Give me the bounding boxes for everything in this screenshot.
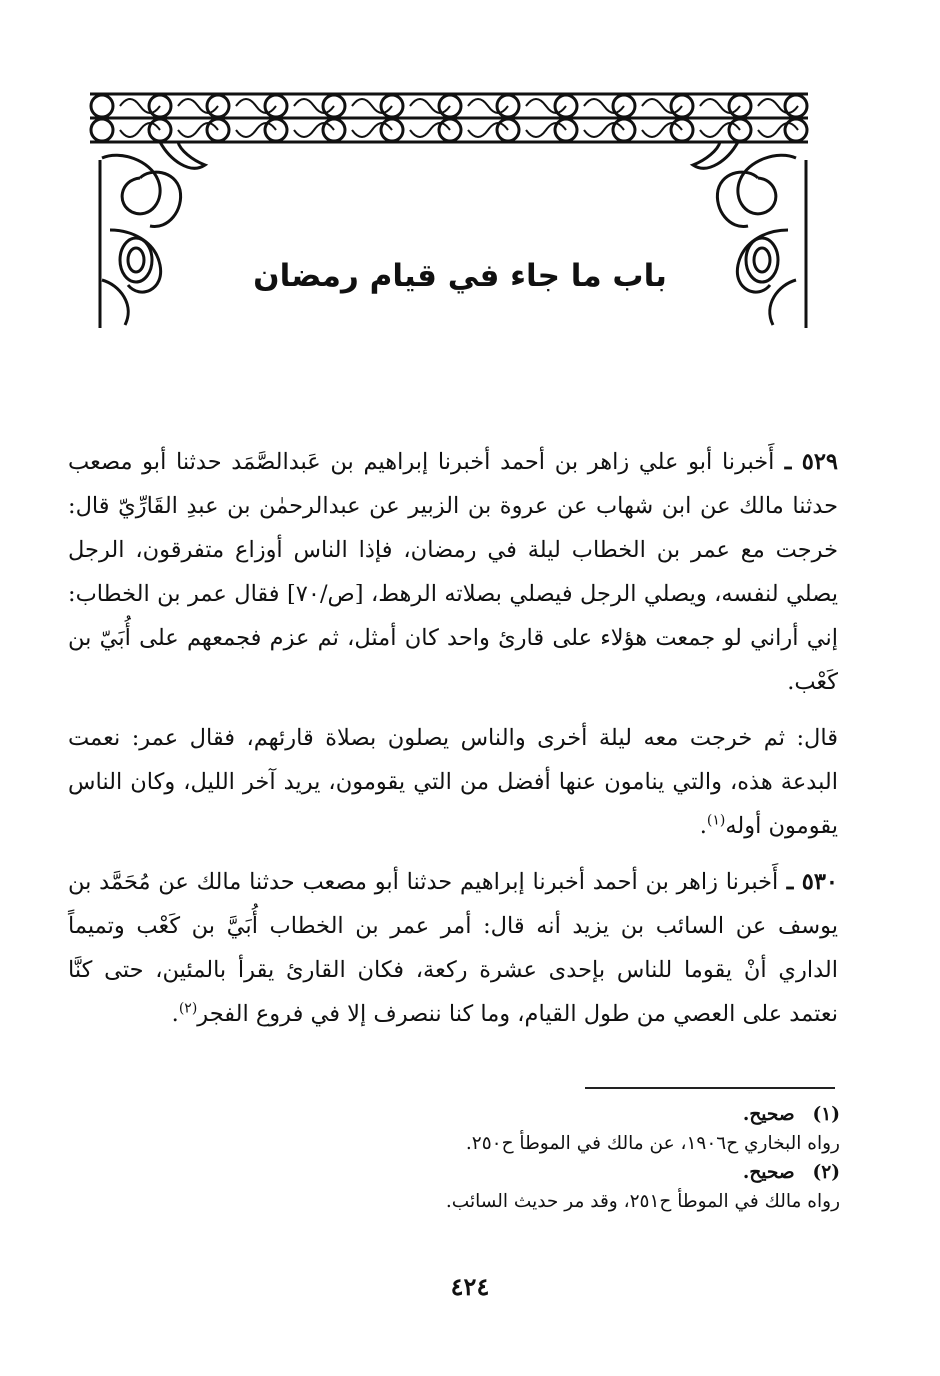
main-text <box>68 440 838 1036</box>
footnote-marker: (١) <box>812 1104 840 1125</box>
paragraph-end: . <box>699 813 707 839</box>
footnote-grade: صحيح. <box>742 1104 795 1125</box>
footnote-reference: (١) <box>706 812 726 829</box>
paragraph-529 <box>68 440 838 704</box>
hadith-number: ٥٣٠ ـ <box>778 869 838 895</box>
paragraph-530 <box>68 860 838 1036</box>
paragraph-text: أَخبرنا زاهر بن أحمد أخبرنا إبراهيم حدثنا أبو مصعب حدثنا مالك عن مُحَمَّد بن يوسف عن السائب بن يزيد أنه قال: أمر عمر بن الخطاب أُبَيَّ بن كَعْب وتميماً الداري أنْ يقوما للناس بإحدى عشرة ركعة، فكان القارئ يقرأ بالمئين، حتى كنَّا نعتمد على العصي من طول القيام، وما كنا ننصرف إلا في فروع الفجر <box>68 869 838 1027</box>
footnote-grade: صحيح. <box>742 1162 795 1183</box>
paragraph-text: قال: ثم خرجت معه ليلة أخرى والناس يصلون بصلاة قارئهم، فقال عمر: نعمت البدعة هذه، والتي ينامون عنها أفضل من التي يقومون، يريد آخر الليل، وكان الناس يقومون أوله <box>68 725 838 839</box>
paragraph-end: . <box>171 1001 179 1027</box>
footnote-reference: (٢) <box>178 1000 198 1017</box>
footnote-2-text: رواه مالك في الموطأ ح٢٥١، وقد مر حديث السائب. <box>445 1191 840 1212</box>
chapter-title: باب ما جاء في قيام رمضان <box>253 258 667 294</box>
page-number: ٤٢٤ <box>450 1272 490 1301</box>
footnote-2-head <box>240 1158 840 1187</box>
footnote-1-text: رواه البخاري ح١٩٠٦، عن مالك في الموطأ ح٢٥٠. <box>465 1133 840 1154</box>
footnotes <box>240 1100 840 1216</box>
footnote-1-head <box>240 1100 840 1129</box>
paragraph-continuation <box>68 716 838 848</box>
hadith-number: ٥٢٩ ـ <box>774 449 838 475</box>
paragraph-text: أَخبرنا أبو علي زاهر بن أحمد أخبرنا إبراهيم بن عَبدالصَّمَد حدثنا أبو مصعب حدثنا مالك عن ابن شهاب عن عروة بن الزبير عن عبدالرحمٰن بن عبدِ القَارِّيّ قال: خرجت مع عمر بن الخطاب ليلة في رمضان، فإذا الناس أوزاع متفرقون، الرجل يصلي لنفسه، ويصلي الرجل فيصلي بصلاته الرهط، [ص/٧٠] فقال عمر بن الخطاب: إني أراني لو جمعت هؤلاء على قارئ واحد كان أمثل، ثم عزم فجمعهم على أُبَيّ بن كَعْب. <box>68 449 838 695</box>
footnote-divider <box>585 1087 835 1089</box>
footnote-marker: (٢) <box>812 1162 840 1183</box>
